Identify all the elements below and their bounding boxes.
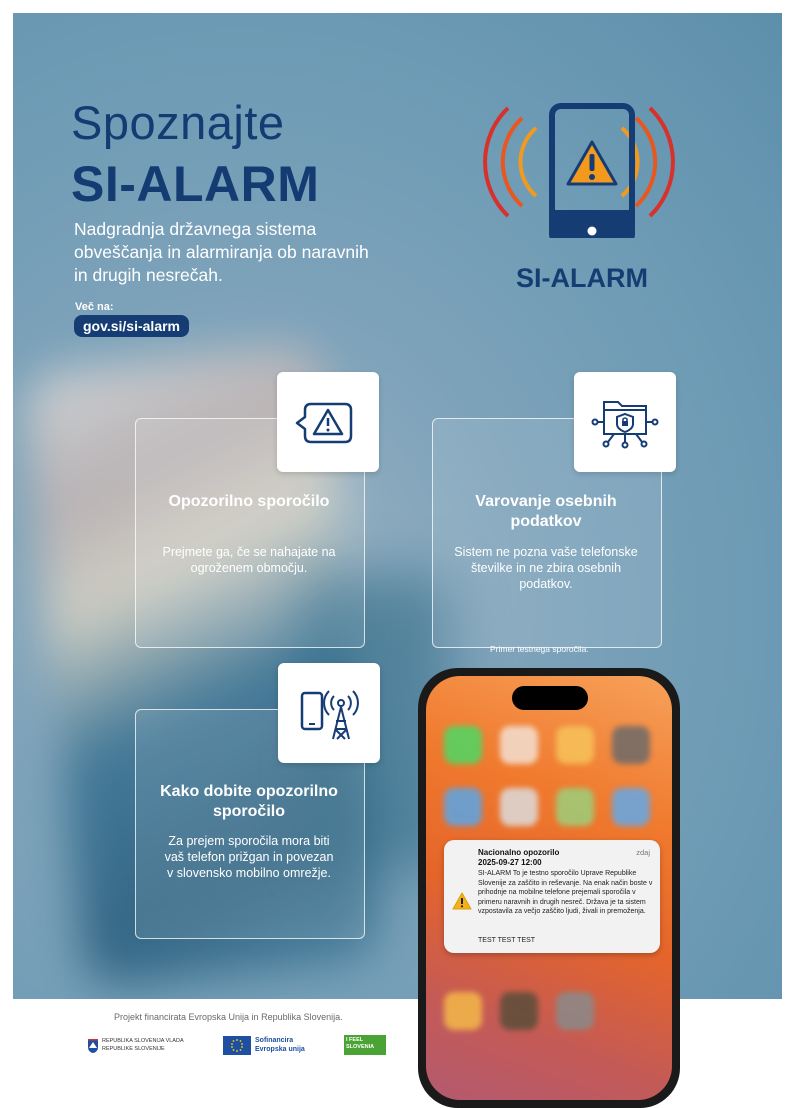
i-feel-slovenia-text: I FEEL SLOVENIA — [346, 1037, 375, 1050]
more-info-label: Več na: — [75, 301, 114, 313]
notification-time: zdaj — [636, 848, 650, 857]
notification-footer: TEST TEST TEST — [478, 937, 536, 944]
card-1-text: Prejmete ga, če se nahajate na ogroženem območju. — [162, 545, 336, 575]
slovenia-coat-of-arms-icon — [88, 1039, 98, 1053]
app-icon-maps — [556, 788, 594, 826]
card-1-title: Opozorilno sporočilo — [168, 493, 330, 510]
phone-warning-icon — [468, 88, 690, 238]
phone-tower-icon — [278, 663, 380, 763]
subtitle: Nadgradnja državnega sistema obveščanja in alarmiranja ob naravnih in drugih nesrečah. — [74, 219, 369, 285]
card-1-icon-box — [277, 372, 379, 472]
app-icon-home — [444, 992, 482, 1030]
app-icon-settings — [556, 992, 594, 1030]
website-link[interactable]: gov.si/si-alarm — [74, 315, 189, 337]
eu-flag-icon — [223, 1036, 251, 1055]
card-2-text: Sistem ne pozna vaše telefonske številke in ne zbira osebnih podatkov. — [454, 545, 638, 591]
chat-warning-icon — [277, 372, 379, 472]
si-alarm-logo — [468, 88, 690, 238]
phone-screen — [426, 676, 672, 1100]
card-3-title: Kako dobite opozorilno sporočilo — [160, 783, 338, 820]
logo-text: SI-ALARM — [516, 263, 648, 293]
app-icon-camera — [612, 726, 650, 764]
notification-title: Nacionalno opozorilo — [478, 848, 560, 857]
dynamic-island — [512, 686, 588, 710]
app-icon-wallet — [500, 992, 538, 1030]
example-phone — [418, 668, 680, 1108]
title-line-1: Spoznajte — [71, 96, 285, 149]
title-line-2: SI-ALARM — [71, 156, 320, 212]
eu-logo-text: Sofinancira Evropska unija — [255, 1037, 305, 1053]
funding-text: Projekt financirata Evropska Unija in Republika Slovenija. — [114, 1012, 343, 1022]
card-3-text: Za prejem sporočila mora biti vaš telefon prižgan in povezan v slovensko mobilno omrežje. — [164, 834, 334, 880]
notification-date: 2025-09-27 12:00 — [478, 858, 542, 867]
app-icon-photos — [556, 726, 594, 764]
app-icon-clock — [500, 788, 538, 826]
phone-caption: Primer testnega sporočila. — [490, 644, 589, 654]
app-icon-facetime — [444, 726, 482, 764]
gov-logo-text: REPUBLIKA SLOVENIJA VLADA REPUBLIKE SLOVENIJE — [102, 1038, 184, 1052]
i-feel-slovenia-logo — [344, 1035, 386, 1055]
eu-logo — [223, 1035, 333, 1057]
secure-folder-icon — [574, 372, 676, 472]
card-3-icon-box — [278, 663, 380, 763]
app-icon-calendar — [500, 726, 538, 764]
card-2-icon-box — [574, 372, 676, 472]
app-icon-weather — [612, 788, 650, 826]
app-icon-mail — [444, 788, 482, 826]
card-2-title: Varovanje osebnih podatkov — [475, 493, 617, 530]
notification-body: SI-ALARM To je testno sporočilo Uprave Republike Slovenije za zaščito in reševanje. Na enak način boste v prihodnje na mobilne telefone prejemali sporočila v primeru naravnih in drugih nesreč. Država je ta sistem vzpostavila za večjo zaščito ljudi, živali in premoženja. — [478, 870, 653, 916]
warning-icon — [452, 892, 472, 910]
emergency-notification[interactable] — [444, 840, 660, 953]
gov-logo — [88, 1037, 198, 1057]
